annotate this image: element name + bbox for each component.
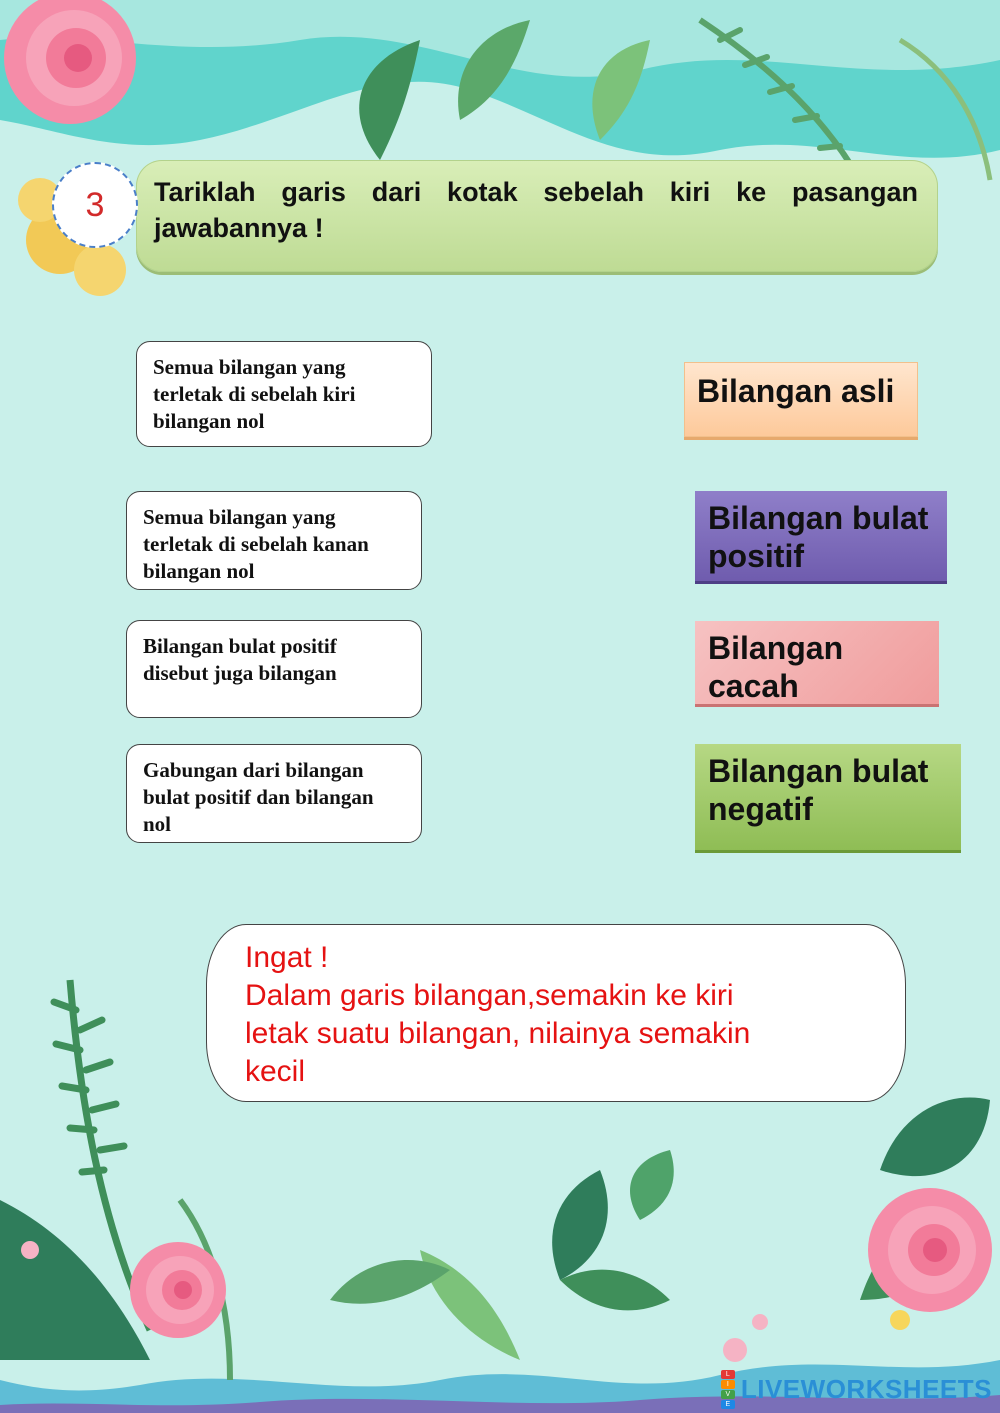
- liveworksheets-watermark: [721, 1370, 992, 1409]
- watermark-text: LIVEWORKSHEETS: [740, 1374, 992, 1404]
- liveworksheets-logo-icon: [721, 1370, 735, 1409]
- statement-box-1[interactable]: [136, 341, 432, 447]
- question-instruction: Tariklah garis dari kotak sebelah kiri ke pasangan jawabannya !: [154, 177, 918, 243]
- statement-box-3[interactable]: [126, 620, 422, 718]
- statement-text: Semua bilangan yang terletak di sebelah kanan bilangan nol: [143, 505, 369, 583]
- answer-box-bilangan-cacah[interactable]: [695, 621, 939, 704]
- logo-letter: I: [721, 1380, 735, 1389]
- logo-letter: E: [721, 1400, 735, 1409]
- note-line-3: kecil: [245, 1055, 306, 1088]
- answer-box-bilangan-bulat-positif[interactable]: [695, 491, 947, 581]
- question-number: 3: [85, 185, 105, 224]
- answer-box-bilangan-bulat-negatif[interactable]: [695, 744, 961, 850]
- answer-text: Bilangan cacah: [708, 630, 844, 704]
- answer-text: Bilangan bulat positif: [708, 500, 929, 574]
- question-number-badge: [52, 162, 138, 248]
- statement-box-4[interactable]: [126, 744, 422, 843]
- logo-letter: L: [721, 1370, 735, 1379]
- rose-bottom-left: [130, 1242, 226, 1338]
- note-line-1: Dalam garis bilangan,semakin ke kiri: [245, 979, 734, 1012]
- statement-text: Bilangan bulat positif disebut juga bilangan: [143, 634, 337, 685]
- answer-text: Bilangan bulat negatif: [708, 753, 929, 827]
- answer-box-bilangan-asli[interactable]: [684, 362, 918, 437]
- note-title: Ingat !: [245, 941, 329, 974]
- logo-letter: V: [721, 1390, 735, 1399]
- answer-text: Bilangan asli: [697, 373, 895, 409]
- note-line-2: letak suatu bilangan, nilainya semakin: [245, 1017, 751, 1050]
- statement-box-2[interactable]: [126, 491, 422, 590]
- statement-text: Gabungan dari bilangan bulat positif dan bilangan nol: [143, 758, 374, 836]
- question-banner: [136, 160, 938, 272]
- rose-bottom-right: [868, 1188, 992, 1312]
- reminder-note: [206, 924, 906, 1102]
- statement-text: Semua bilangan yang terletak di sebelah kiri bilangan nol: [153, 355, 356, 433]
